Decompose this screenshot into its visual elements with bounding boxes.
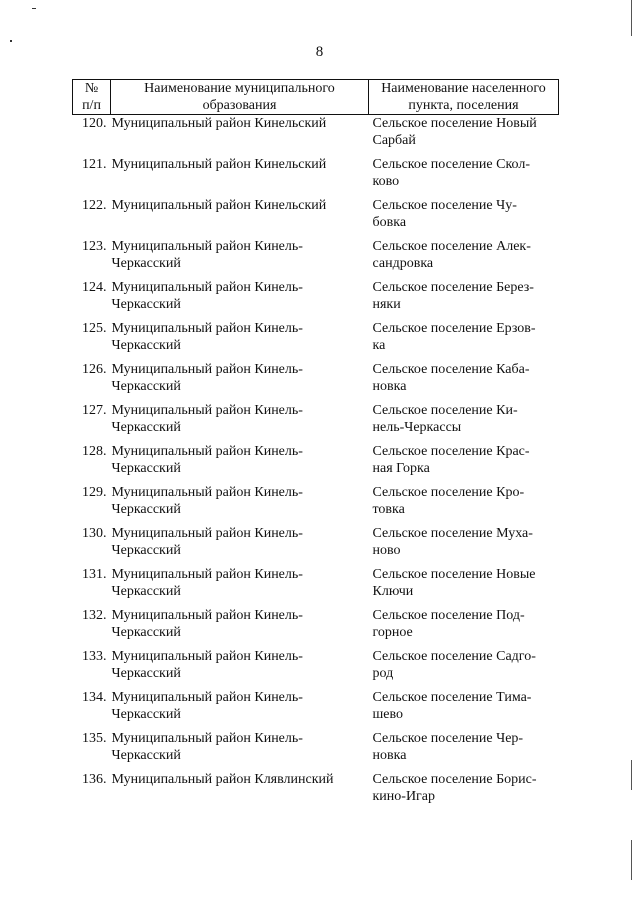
- row-number: 130.: [82, 526, 107, 541]
- table-row: [73, 607, 559, 648]
- settlement-name: Сельское поселение Ерзов- ка: [372, 321, 536, 353]
- settlement-name: Сельское поселение Чер- новка: [372, 731, 524, 763]
- table-row: [73, 566, 559, 607]
- municipality-name: Муниципальный район Кинель- Черкасский: [111, 690, 303, 722]
- settlement-name: Сельское поселение Ки- нель-Черкассы: [372, 403, 518, 435]
- header-number-label: № п/п: [82, 81, 101, 113]
- settlement-name: Сельское поселение Новый Сарбай: [372, 116, 537, 148]
- settlement-name: Сельское поселение Скол- ково: [372, 157, 531, 189]
- scan-speck: [10, 40, 12, 42]
- table-row: [73, 361, 559, 402]
- municipality-name: Муниципальный район Кинельский: [111, 157, 327, 172]
- settlement-name: Сельское поселение Алек- сандровка: [372, 239, 531, 271]
- table-row: [73, 402, 559, 443]
- municipality-name: Муниципальный район Кинель- Черкасский: [111, 608, 303, 640]
- table-row: [73, 320, 559, 361]
- municipality-name: Муниципальный район Кинель- Черкасский: [111, 649, 303, 681]
- table-row: [73, 443, 559, 484]
- row-number: 123.: [82, 239, 107, 254]
- page-number: 8: [315, 44, 324, 60]
- row-number: 136.: [82, 772, 107, 787]
- row-number: 124.: [82, 280, 107, 295]
- municipality-name: Муниципальный район Клявлинский: [111, 772, 334, 787]
- row-number: 125.: [82, 321, 107, 336]
- settlement-name: Сельское поселение Крас- ная Горка: [372, 444, 530, 476]
- municipality-name: Муниципальный район Кинель- Черкасский: [111, 567, 303, 599]
- settlement-name: Сельское поселение Берез- няки: [372, 280, 534, 312]
- table-row: [73, 197, 559, 238]
- header-settlement: [369, 80, 559, 115]
- table-row: [73, 238, 559, 279]
- row-number: 127.: [82, 403, 107, 418]
- row-number: 122.: [82, 198, 107, 213]
- row-number: 121.: [82, 157, 107, 172]
- row-number: 126.: [82, 362, 107, 377]
- settlement-name: Сельское поселение Кро- товка: [372, 485, 525, 517]
- municipality-name: Муниципальный район Кинель- Черкасский: [111, 280, 303, 312]
- table-row: [73, 156, 559, 197]
- row-number: 135.: [82, 731, 107, 746]
- table-row: [73, 525, 559, 566]
- row-number: 128.: [82, 444, 107, 459]
- row-number: 131.: [82, 567, 107, 582]
- row-number: 133.: [82, 649, 107, 664]
- row-number: 120.: [82, 116, 107, 131]
- table-row: [73, 648, 559, 689]
- municipality-table: [72, 79, 559, 812]
- settlement-name: Сельское поселение Новые Ключи: [372, 567, 536, 599]
- municipality-name: Муниципальный район Кинель- Черкасский: [111, 321, 303, 353]
- table-row: [73, 115, 559, 157]
- municipality-name: Муниципальный район Кинель- Черкасский: [111, 526, 303, 558]
- table-header-row: [73, 80, 559, 115]
- header-municipality-label: Наименование муниципального образования: [144, 81, 335, 113]
- scan-speck: [32, 8, 36, 9]
- table-row: [73, 484, 559, 525]
- settlement-name: Сельское поселение Чу- бовка: [372, 198, 517, 230]
- row-number: 132.: [82, 608, 107, 623]
- scan-edge-line: [631, 0, 632, 36]
- row-number: 134.: [82, 690, 107, 705]
- header-settlement-label: Наименование населенного пункта, поселения: [381, 81, 546, 113]
- settlement-name: Сельское поселение Муха- ново: [372, 526, 533, 558]
- header-number: [73, 80, 111, 115]
- settlement-name: Сельское поселение Под- горное: [372, 608, 525, 640]
- header-municipality: [111, 80, 369, 115]
- settlement-name: Сельское поселение Садго- род: [372, 649, 536, 681]
- table-row: [73, 689, 559, 730]
- table-row: [73, 279, 559, 320]
- settlement-name: Сельское поселение Каба- новка: [372, 362, 530, 394]
- municipality-name: Муниципальный район Кинельский: [111, 198, 327, 213]
- municipality-name: Муниципальный район Кинель- Черкасский: [111, 485, 303, 517]
- municipality-name: Муниципальный район Кинельский: [111, 116, 327, 131]
- municipality-name: Муниципальный район Кинель- Черкасский: [111, 403, 303, 435]
- settlement-name: Сельское поселение Борис- кино-Игар: [372, 772, 537, 804]
- table-row: [73, 730, 559, 771]
- row-number: 129.: [82, 485, 107, 500]
- scan-edge-line: [631, 760, 632, 790]
- municipality-name: Муниципальный район Кинель- Черкасский: [111, 444, 303, 476]
- scan-edge-line: [631, 840, 632, 880]
- settlement-name: Сельское поселение Тима- шево: [372, 690, 532, 722]
- municipality-name: Муниципальный район Кинель- Черкасский: [111, 362, 303, 394]
- table-row: [73, 771, 559, 812]
- municipality-name: Муниципальный район Кинель- Черкасский: [111, 239, 303, 271]
- municipality-name: Муниципальный район Кинель- Черкасский: [111, 731, 303, 763]
